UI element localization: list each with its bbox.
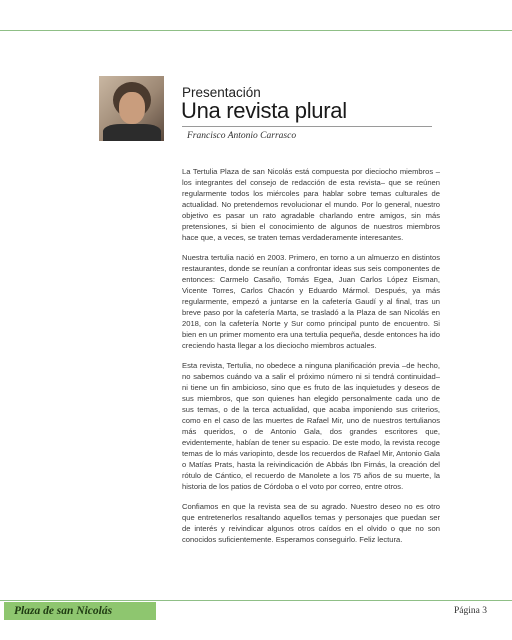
- section-kicker: Presentación: [182, 85, 261, 100]
- footer-rule: [0, 600, 512, 601]
- top-rule: [0, 30, 512, 31]
- paragraph-1: La Tertulia Plaza de san Nicolás está compuesta por dieciocho miembros –los integrantes del consejo de redacción de esta revista– que se reúnen regularmente todos los miércoles para hablar sobre temas culturales de actualidad. No pretendemos revolucionar el mundo. Por lo general, nuestro objetivo es pasar un rato agradable charlando entre amigos, sin más pretensiones, si bien el conocimiento de algunos de nuestros miembros hace que, a veces, se traten temas verdaderamente interesantes.: [182, 167, 440, 242]
- author-byline: Francisco Antonio Carrasco: [187, 131, 297, 141]
- publication-name: Plaza de san Nicolás: [14, 605, 113, 617]
- photo-face: [119, 92, 145, 124]
- author-photo: [99, 76, 164, 141]
- page-number: Página 3: [454, 606, 487, 616]
- paragraph-4: Confiamos en que la revista sea de su agrado. Nuestro deseo no es otro que entretenerlos resaltando aquellos temas y personajes que puedan ser de interés y reivindicar algunos otros caídos en el olvido o que no son conocidos suficientemente. Esperamos conseguirlo. Feliz lectura.: [182, 502, 440, 544]
- article-body: [182, 166, 440, 554]
- article-title: Una revista plural: [181, 98, 347, 123]
- paragraph-2: Nuestra tertulia nació en 2003. Primero, en torno a un almuerzo en distintos restaurantes, donde se reunían a confrontar ideas sus seis componentes de entonces: Carmelo Casaño, Tomás Egea, Juan Carlos López Eisman, Vicente Torres, Carlos Chacón y Eduardo Mármol. Después, ya más regularmente, empezó a juntarse en la cafetería Gaudí y al final, tras un breve paso por la cafetería Marta, se trasladó a la Plaza de san Nicolás en 2018, con la cafetería Norte y Sur como principal punto de encuentro. Si bien en un primer momento era una tertulia pequeña, desde entonces ha ido creciendo hasta llegar a los dieciocho miembros actuales.: [182, 253, 440, 350]
- title-divider: [182, 126, 432, 127]
- photo-jacket: [103, 124, 161, 141]
- paragraph-3: Esta revista, Tertulia, no obedece a ninguna planificación previa –de hecho, no sabemos cuándo va a salir el próximo número ni si tendrá continuidad– ni tiene un fin ambicioso, sino que es fruto de las inquietudes y deseos de sus miembros, que son quienes han elegido personalmente cada uno de sus temas, o de la terca actualidad, que acaba imponiendo sus criterios, como en el caso de las muertes de Rafael Mir, uno de nuestros tertulianos más queridos, o de Antonio Gala, dos grandes escritores que, evidentemente, habían de tener su espacio. De este modo, la revista recoge temas de lo más variopinto, desde los recuerdos de Rafael Mir, Antonio Gala o Matías Prats, hasta la reivindicación de Abbás Ibn Firnás, la creación del rótulo de Cántico, el recuerdo de Manolete a los 75 años de su muerte, la historia de los patios de Córdoba o el voto por correo, entre otros.: [182, 361, 440, 491]
